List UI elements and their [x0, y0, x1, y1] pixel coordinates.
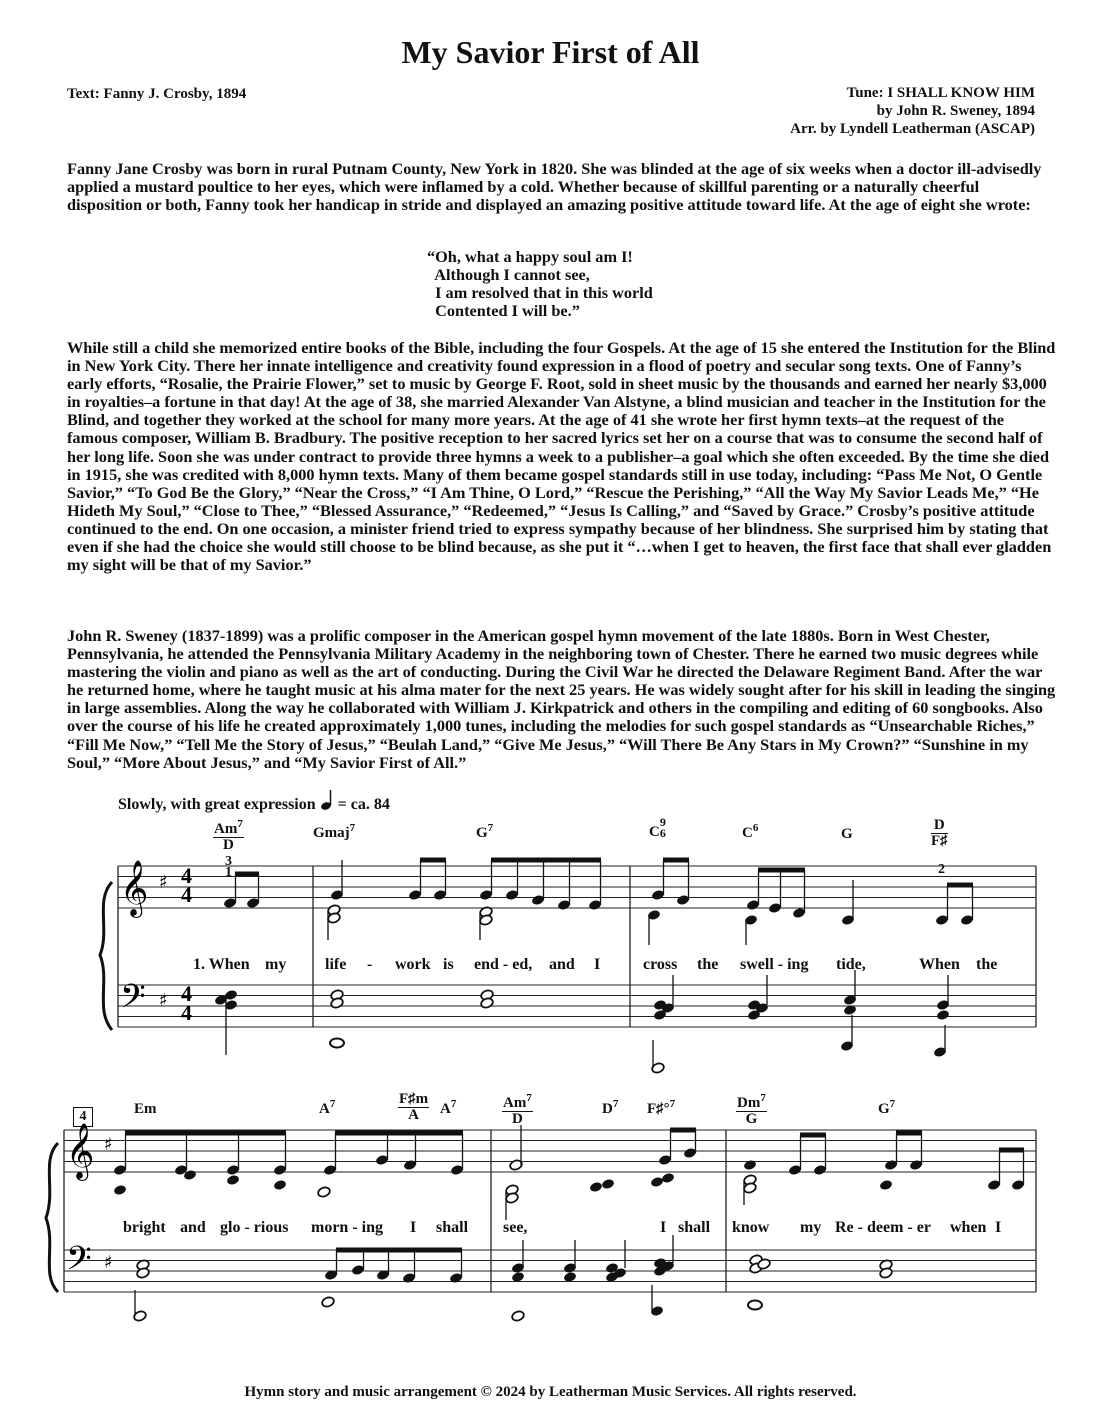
chord-symbol: $G^7$	[476, 822, 494, 841]
lyric-syllable: Re - deem - er	[835, 1219, 931, 1236]
poem-line: I am resolved that in this world	[427, 283, 653, 303]
notehead	[511, 1310, 525, 1322]
lyric-syllable: see,	[503, 1219, 528, 1236]
page-title: My Savior First of All	[401, 34, 700, 70]
lyric-syllable: and	[549, 956, 575, 973]
lyric-syllable: cross	[643, 956, 678, 973]
notehead	[936, 1009, 950, 1021]
lyric-syllable: know	[732, 1219, 770, 1236]
lyric-syllable: end - ed,	[474, 956, 533, 973]
notehead	[113, 1184, 127, 1196]
note-beam	[663, 858, 689, 863]
note-beam	[896, 1131, 922, 1136]
lyric-syllable: tide,	[836, 956, 866, 973]
text-credit: Text: Fanny J. Crosby, 1894	[67, 86, 247, 102]
lyric-syllable: morn - ing	[311, 1219, 383, 1236]
lyric-syllable: life	[325, 956, 347, 973]
composer-credit: by John R. Sweney, 1894	[876, 103, 1035, 119]
svg-text:4: 4	[181, 863, 192, 888]
note-beam	[999, 1148, 1024, 1153]
sharp-icon: ♯	[104, 1252, 113, 1273]
note-beam	[800, 1133, 826, 1138]
lyric-syllable: I	[660, 1219, 667, 1236]
sharp-icon: ♯	[159, 872, 168, 893]
lyric-syllable: the	[976, 956, 998, 973]
chord-symbol: $G^7$	[878, 1098, 896, 1117]
tune-name: Tune: I SHALL KNOW HIM	[846, 85, 1035, 101]
chord-symbol: $\frac{Am^7}{D}$	[503, 1092, 532, 1127]
notehead	[226, 1174, 240, 1186]
chord-symbol: C 9 6	[649, 815, 666, 840]
treble-clef-icon: 𝄞	[120, 860, 149, 916]
lyric-syllable: I	[410, 1219, 417, 1236]
lyric-syllable: bright	[123, 1219, 166, 1236]
measure-number: 4	[73, 1107, 93, 1127]
bass-clef-icon: 𝄢	[120, 978, 146, 1024]
notehead	[317, 1186, 331, 1198]
lyric-syllable: when	[950, 1219, 987, 1236]
whole-note	[330, 1039, 344, 1048]
notehead	[321, 1296, 335, 1308]
poem-line: Although I cannot see,	[427, 265, 590, 285]
fingering: 3 1	[225, 854, 232, 880]
chord-symbol: $D^7$	[602, 1098, 619, 1117]
time-signature	[181, 863, 192, 1025]
lyric-syllable: When	[919, 956, 960, 973]
chord-symbol: $\frac{D}{F♯}$	[931, 817, 948, 849]
lyric-syllable: swell - ing	[740, 956, 809, 973]
svg-text:4: 4	[181, 1000, 192, 1025]
brace	[100, 882, 112, 1030]
chord-symbol: $\frac{Dm^7}{G}$	[737, 1092, 766, 1127]
lyric-syllable: I	[995, 1219, 1002, 1236]
notehead	[601, 1178, 615, 1190]
lyric-syllable: glo - rious	[220, 1219, 289, 1236]
lyric-syllable: my	[800, 1219, 822, 1236]
notehead	[743, 1159, 757, 1171]
lyric-syllable: -	[367, 956, 373, 973]
poem-line: Contented I will be.”	[427, 301, 580, 321]
chord-symbol: G	[841, 826, 853, 842]
chord-symbol: $\frac{F♯m}{A}$	[399, 1091, 429, 1123]
note-beam	[670, 1128, 696, 1133]
lyric-syllable: is	[443, 956, 454, 973]
notehead	[879, 1179, 893, 1191]
chord-symbol: $A^7$	[319, 1098, 336, 1117]
note-beam	[947, 883, 973, 888]
note-beam	[335, 1131, 463, 1136]
treble-clef-icon: 𝄞	[66, 1123, 95, 1179]
svg-text:4: 4	[181, 981, 192, 1006]
notehead	[650, 1176, 664, 1188]
copyright-footer: Hymn story and music arrangement © 2024 by Leatherman Music Services. All rights reserved.	[244, 1384, 857, 1400]
bass-clef-icon: 𝄢	[66, 1240, 92, 1286]
note-beam	[336, 1248, 462, 1253]
chord-symbol: F♯°$^7$	[647, 1098, 676, 1117]
lyric-syllable: shall	[436, 1219, 469, 1236]
note-beam	[125, 1131, 286, 1136]
notehead	[273, 1179, 287, 1191]
story-paragraph-1: Fanny Jane Crosby was born in rural Putnam County, New York in 1820. She was blinded at the age of six weeks when a doctor ill-advisedly applied a mustard poultice to her eyes, which were inflamed by a cold. Whether because of skillful parenting or a naturally cheerful disposition or both, Fanny took her handicap in stride and displayed an amazing positive attitude toward life. At the age of eight she wrote:	[67, 159, 1042, 215]
fingering: 2	[938, 862, 945, 877]
note-beam	[420, 858, 446, 863]
whole-note	[748, 1301, 762, 1310]
note-beam	[235, 872, 259, 877]
story-paragraph-3: John R. Sweney (1837-1899) was a prolific composer in the American gospel hymn movement of the late 1880s. Born in West Chester, Pennsylvania, he attended the Pennsylvania Military Academy in the neighboring town of Chester. There he earned two music degrees while mastering the violin and piano as well as the art of conducting. During the Civil War he directed the Delaware Regiment Band. After the war he returned home, where he taught music at his alma mater for the next 25 years. He was widely sought after for his skill in leading the singing in large assemblies. Along the way he collaborated with William J. Kirkpatrick and others in the compiling and editing of 60 songbooks. Also over the course of his life he created approximately 1,000 tunes, including the melodies for such gospel standards as “Unsearchable Riches,” “Fill Me Now,” “Tell Me the Story of Jesus,” “Beulah Land,” “Give Me Jesus,” “Will There Be Any Stars in My Crown?” “Sunshine in my Soul,” “More About Jesus,” and “My Savior First of All.”	[67, 626, 1056, 772]
story-paragraph-2: While still a child she memorized entire books of the Bible, including the four Gospels. At the age of 15 she entered the Institution for the Blind in New York City. There her innate intelligence and creativity found expression in a flood of poetry and secular song texts. One of Fanny’s early efforts, “Rosalie, the Prairie Flower,” set to music by George F. Root, sold in sheet music by the thousands and earned her nearly $3,000 in royalties–a fortune in that day! At the age of 38, she married Alexander Van Alstyne, a blind musician and teacher in the Institution for the Blind, and together they worked at the school for many more years. At the age of 41 she wrote her first hymn texts–at the request of the famous composer, William B. Bradbury. The positive reception to her sacred lyrics set her on a course that was to consume the second half of her long life. Soon she was under contract to provide three hymns a week to a publisher–a goal which she often exceeded. By the time she died in 1915, she was credited with 8,000 hymn texts. Many of them became gospel standards still in use today, including: “Pass Me Not, O Gentle Savior,” “To God Be the Glory,” “Near the Cross,” “I Am Thine, O Lord,” “Rescue the Perishing,” “All the Way My Savior Leads Me,” “He Hideth My Soul,” “Close to Thee,” “Blessed Assurance,” “Redeemed,” “Jesus Is Calling,” and “Saved by Grace.” Crosby’s positive attitude continued to the end. On one occasion, a minister friend tried to express sympathy because of her blindness. She surprised him by stating that even if she had the choice she would still choose to be blind because, as she put it “…when I get to heaven, the first face that shall ever gladden my sight will be that of my Savior.”	[67, 338, 1056, 575]
lyric-syllable: 1. When	[193, 956, 250, 973]
notehead	[589, 1181, 603, 1193]
sharp-icon: ♯	[104, 1134, 113, 1155]
notehead	[661, 1172, 675, 1184]
arranger-credit: Arr. by Lyndell Leatherman (ASCAP)	[790, 121, 1035, 137]
chord-symbol: Gmaj$^7$	[313, 822, 356, 841]
chord-symbol: $C^6$	[742, 822, 759, 841]
chord-symbol: Em	[134, 1101, 157, 1117]
svg-text:4: 4	[181, 882, 192, 907]
brace	[46, 1143, 58, 1292]
poem-line: “Oh, what a happy soul am I!	[427, 247, 633, 266]
note-beam	[491, 858, 601, 863]
tempo-text: Slowly, with great expression	[118, 796, 316, 813]
chord-symbol: $\frac{Am^7}{D}$	[214, 818, 243, 853]
lyric-syllable: shall	[678, 1219, 711, 1236]
lyric-syllable: the	[697, 956, 719, 973]
lyric-syllable: work	[395, 956, 431, 973]
tempo-value: = ca. 84	[337, 796, 390, 813]
note-beam	[758, 868, 805, 873]
lyric-syllable: and	[180, 1219, 206, 1236]
sharp-icon: ♯	[159, 990, 168, 1011]
chord-symbol: $A^7$	[440, 1098, 457, 1117]
lyric-syllable: my	[265, 956, 287, 973]
lyric-syllable: I	[594, 956, 601, 973]
